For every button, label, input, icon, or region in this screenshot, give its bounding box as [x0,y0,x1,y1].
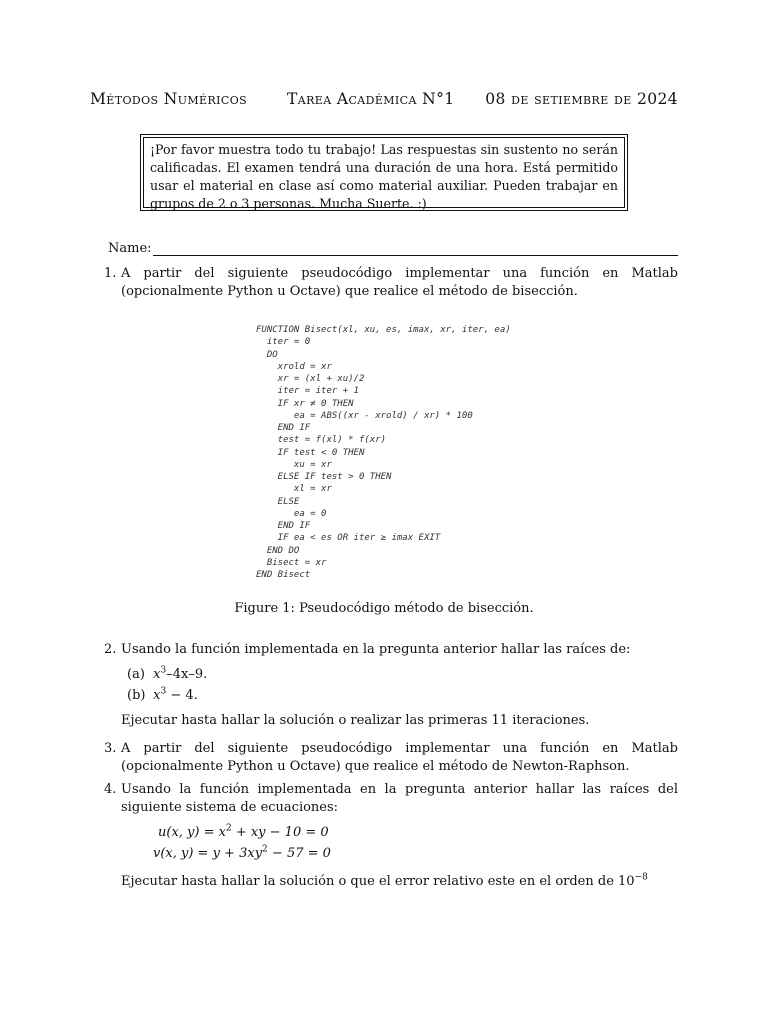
code-line: xr = (xl + xu)/2 [256,374,365,384]
equation-exponent: 2 [225,823,232,834]
code-line: xu = xr [256,459,332,470]
expression-rest: − 4. [166,688,198,703]
name-row [108,236,678,256]
equation-v [153,846,331,861]
question-number: 2. [104,642,117,657]
note-exponent: −8 [634,872,648,883]
pseudocode-block [256,324,556,581]
code-line: ELSE IF test > 0 THEN [256,472,392,482]
question-4-note [121,874,648,889]
code-line: iter = 0 [256,337,311,348]
code-line: xl = xr [256,484,332,495]
name-line [153,242,678,256]
code-line: IF test < 0 THEN [256,447,365,458]
expression-exponent: 3 [160,665,167,676]
equation-lhs: u(x, y) = x [158,825,226,840]
question-2 [104,641,678,659]
equation-rhs: − 57 = 0 [267,846,331,861]
code-line: test = f(xl) * f(xr) [256,435,387,446]
name-label: Name: [108,241,152,256]
code-line: IF ea < es OR iter ≥ imax EXIT [256,533,441,544]
equation-exponent: 2 [262,844,268,855]
equation-rhs: + xy − 10 = 0 [231,825,329,840]
code-line: FUNCTION Bisect(xl, xu, es, imax, xr, iter, ea) [256,325,511,335]
question-number: 1. [104,266,117,281]
task-title: Tarea Académica N°1 [287,90,455,108]
code-line: IF xr ≠ 0 THEN [256,398,354,409]
question-text: A partir del siguiente pseudocódigo implementar una función en Matlab (opcionalmente Python u Octave) que realice el método de Newton-Raphson. [121,741,678,774]
question-4 [104,781,678,817]
figure-caption: Figure 1: Pseudocódigo método de bisección. [234,601,534,616]
code-line: END IF [256,521,311,531]
question-text: A partir del siguiente pseudocódigo implementar una función en Matlab (opcionalmente Python u Octave) que realice el método de bisección. [121,266,678,299]
equation-u [158,825,329,840]
code-line: xrold = xr [256,361,332,372]
subitem-label: (b) [127,688,146,703]
code-line: ea = 0 [256,508,327,519]
code-line: END Bisect [256,570,311,580]
instructions-box [140,134,628,211]
code-line: Bisect = xr [256,557,327,568]
date: 08 de setiembre de 2024 [485,90,678,108]
code-line: END IF [256,423,311,433]
expression-base: x [153,688,161,703]
code-line: DO [256,349,278,360]
course-title: Métodos Numéricos [90,90,248,108]
code-line: iter = iter + 1 [256,386,359,397]
expression-rest: –4x–9. [166,667,208,682]
question-text: Usando la función implementada en la pregunta anterior hallar las raíces de: [121,642,631,657]
question-number: 3. [104,741,117,756]
code-line: ELSE [256,496,300,507]
equation-lhs: v(x, y) = y + 3xy [153,846,263,861]
note-text: Ejecutar hasta hallar la solución o que el error relativo este en el orden de 10 [121,874,635,889]
subitem-a [127,667,207,682]
expression-base: x [153,667,161,682]
question-number: 4. [104,782,117,797]
question-1 [104,265,678,301]
subitem-label: (a) [127,667,145,682]
code-line: END DO [256,545,300,556]
expression-exponent: 3 [160,686,167,697]
subitem-b [127,688,198,703]
question-text: Usando la función implementada en la pregunta anterior hallar las raíces del siguiente sistema de ecuaciones: [121,782,678,815]
instructions-text: ¡Por favor muestra todo tu trabajo! Las respuestas sin sustento no serán calificadas. El examen tendrá una duración de una hora. Está permitido usar el material en clase así como material auxiliar. Pueden trabajar en grupos de 2 o 3 personas. Mucha Suerte. :) [143,137,625,208]
question-2-note: Ejecutar hasta hallar la solución o realizar las primeras 11 iteraciones. [121,713,590,728]
header [90,90,678,112]
question-3 [104,740,678,776]
code-line: ea = ABS((xr - xrold) / xr) * 100 [256,410,473,421]
